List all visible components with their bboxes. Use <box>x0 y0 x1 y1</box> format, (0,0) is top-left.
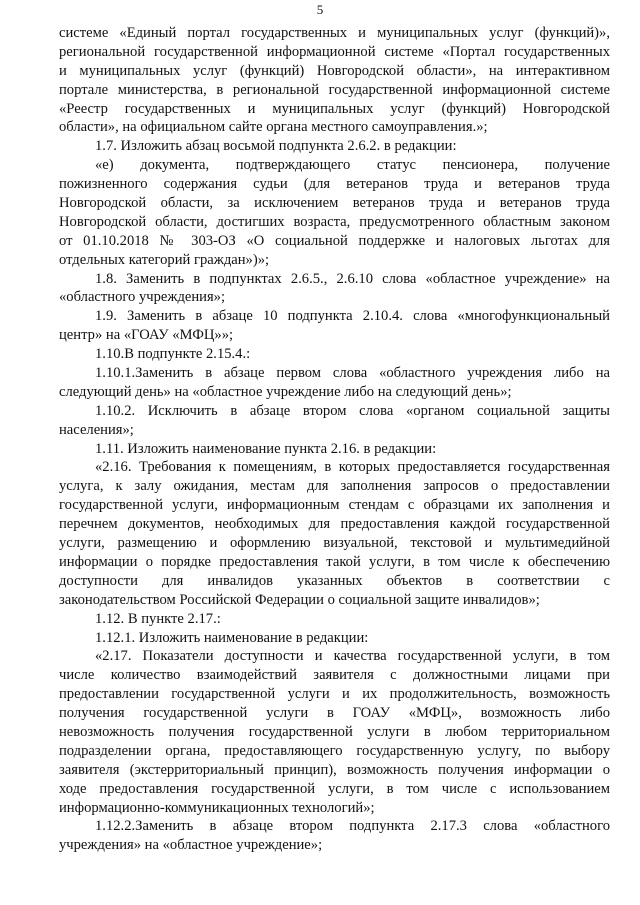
text-line: населения»; <box>59 421 134 438</box>
text-line: 1.10.1.Заменить в абзаце первом слова «областного учреждения либо на <box>95 365 610 382</box>
text-line: получения государственной услуги в ГОАУ «МФЦ», возможность либо <box>59 705 610 722</box>
text-line: числе количество взаимодействий заявителя с должностными лицами при <box>59 667 610 684</box>
text-line: законодательством Российской Федерации о социальной защите инвалидов»; <box>59 591 540 608</box>
text-line: 1.12. В пункте 2.17.: <box>95 610 221 627</box>
text-line: 1.9. Заменить в абзаце 10 подпункта 2.10.4. слова «многофункциональный <box>95 308 610 325</box>
text-line: 1.10.В подпункте 2.15.4.: <box>95 346 251 363</box>
text-line: «2.17. Показатели доступности и качества государственной услуги, в том <box>95 648 610 665</box>
text-line: «Реестр государственных и муниципальных услуг (функций) Новгородской <box>59 100 610 117</box>
text-line: 1.11. Изложить наименование пункта 2.16. в редакции: <box>95 440 437 457</box>
text-line: услуги, размещению и оформлению визуальной, текстовой и мультимедийной <box>59 535 610 552</box>
document-body <box>59 24 610 855</box>
text-line: доступности для инвалидов указанных объектов в соответствии с <box>59 572 610 589</box>
page-number: 5 <box>316 2 324 17</box>
text-line: 1.12.2.Заменить в абзаце втором подпункта 2.17.3 слова «областного <box>95 818 610 835</box>
text-line: области», на официальном сайте органа местного самоуправления.»; <box>59 119 488 136</box>
text-line: «областного учреждения»; <box>59 289 226 306</box>
text-line: перечнем документов, необходимых для предоставления каждой государственной <box>59 516 610 533</box>
text-line: информационно-коммуникационных технологий»; <box>59 799 375 816</box>
text-line: 1.8. Заменить в подпунктах 2.6.5., 2.6.10 слова «областное учреждение» на <box>95 270 610 287</box>
text-line: предоставлении государственной услуги и их продолжительность, возможность <box>59 686 610 703</box>
text-line: информации о порядке предоставления такой услуги, в том числе к обеспечению <box>59 553 610 570</box>
text-line: отдельных категорий граждан»)»; <box>59 251 270 268</box>
text-line: «е) документа, подтверждающего статус пенсионера, получение <box>95 157 610 174</box>
text-line: невозможность получения государственной услуги в любом территориальном <box>59 723 610 740</box>
text-line: системе «Единый портал государственных и муниципальных услуг (функций)», <box>59 25 610 41</box>
text-line: «2.16. Требования к помещениям, в которых предоставляется государственная <box>95 459 610 476</box>
text-line: Новгородской области, за исключением ветеранов труда и ветеранов труда <box>59 195 610 212</box>
text-line: центр» на «ГОАУ «МФЦ»»; <box>59 327 234 344</box>
text-line: 1.12.1. Изложить наименование в редакции: <box>95 629 369 646</box>
text-line: Новгородской области, достигших возраста, предусмотренного областным законом <box>59 213 610 230</box>
text-line: ходе предоставления государственной услуги, в том числе с использованием <box>59 780 610 797</box>
text-line: 1.7. Изложить абзац восьмой подпункта 2.6.2. в редакции: <box>95 138 457 155</box>
text-line: подразделении органа, предоставляющего государственную услугу, по выбору <box>59 742 610 759</box>
text-line: учреждения» на «областное учреждение»; <box>59 837 323 854</box>
text-line: пожизненного содержания судьи (для ветеранов труда и ветеранов труда <box>59 176 610 193</box>
text-line: от 01.10.2018 № 303-ОЗ «О социальной поддержке и налоговых льготах для <box>59 232 610 249</box>
text-line: следующий день» на «областное учреждение либо на следующий день»; <box>59 383 512 400</box>
text-line: портале министерства, в региональной государственной информационной системе <box>59 81 610 98</box>
text-line: государственной услуги, информационным стендам с образцами их заполнения и <box>59 497 610 514</box>
text-line: 1.10.2. Исключить в абзаце втором слова «органом социальной защиты <box>95 402 610 419</box>
text-line: региональной государственной информационной системе «Портал государственных <box>59 43 610 60</box>
text-line: заявителя (экстерриториальный принцип), возможность получения информации о <box>59 761 610 778</box>
text-line: услуга, к залу ожидания, местам для заполнения запросов о предоставлении <box>59 478 610 495</box>
text-line: и муниципальных услуг (функций) Новгородской области», на интерактивном <box>59 62 610 79</box>
